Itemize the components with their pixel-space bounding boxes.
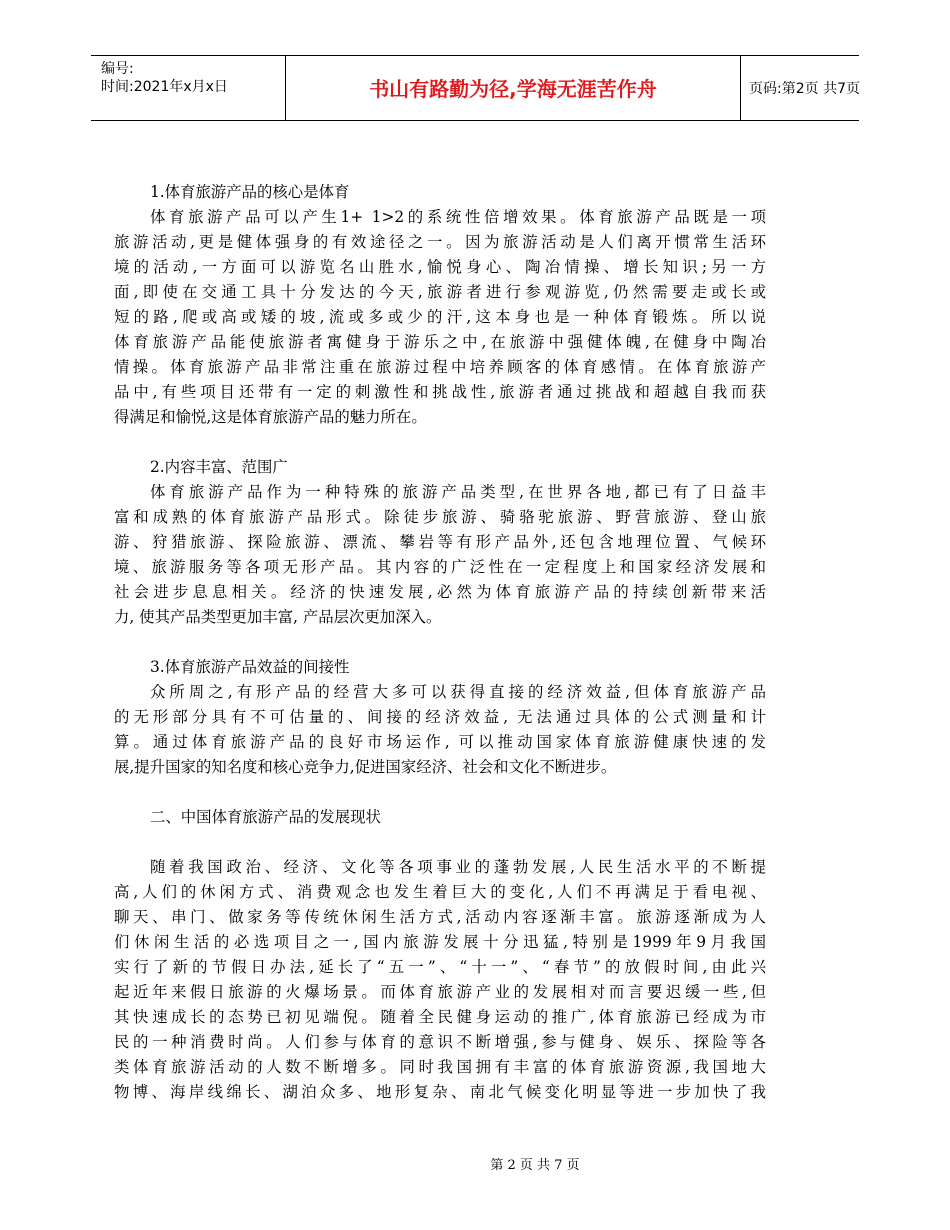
- section-4-heading: 二、中国体育旅游产品的发展现状: [150, 808, 381, 826]
- paragraph-line: 境、旅游服务等各项无形产品。其内容的广泛性在一定程度上和国家经济发展和: [114, 558, 766, 576]
- paragraph-line: 旅游活动,更是健体强身的有效途径之一。因为旅游活动是人们离开惯常生活环: [114, 233, 766, 251]
- paragraph-line: 品中,有些项目还带有一定的刺激性和挑战性,旅游者通过挑战和超越自我而获: [114, 383, 766, 401]
- paragraph-line: 得满足和愉悦,这是体育旅游产品的魅力所在。: [114, 408, 427, 426]
- document-body: [114, 180, 766, 1105]
- paragraph-line: 聊天、串门、做家务等传统休闲生活方式,活动内容逐渐丰富。旅游逐渐成为人: [114, 908, 766, 926]
- section-spacer: [114, 780, 766, 805]
- paragraph-line: 展,提升国家的知名度和核心竞争力,促进国家经济、社会和文化不断进步。: [114, 758, 617, 776]
- number-label: 编号:: [101, 61, 134, 77]
- paragraph-line: 的无形部分具有不可估量的、间接的经济效益, 无法通过具体的公式测量和计: [114, 708, 766, 726]
- paragraph-line: 情操。体育旅游产品非常注重在旅游过程中培养顾客的体育感情。在体育旅游产: [114, 358, 766, 376]
- page-header: [91, 55, 859, 121]
- paragraph-line: 游、狩猎旅游、探险旅游、漂流、攀岩等有形产品外,还包含地理位置、气候环: [114, 533, 766, 551]
- paragraph-line: 其快速成长的态势已初见端倪。随着全民健身运动的推广,体育旅游已经成为市: [114, 1008, 766, 1026]
- paragraph-line: 们休闲生活的必选项目之一,国内旅游发展十分迅猛,特别是1999年9月我国: [114, 933, 766, 951]
- header-motto-cell: [285, 56, 741, 120]
- paragraph-line: 实行了新的节假日办法,延长了“五一”、“十一”、“春节”的放假时间,由此兴: [114, 958, 766, 976]
- paragraph-line: 体育旅游产品可以产生1+ 1>2的系统性倍增效果。体育旅游产品既是一项: [150, 208, 766, 226]
- section-3-heading: 3.体育旅游产品效益的间接性: [150, 658, 350, 676]
- paragraph-line: 体育旅游产品能使旅游者寓健身于游乐之中,在旅游中强健体魄,在健身中陶冶: [114, 333, 766, 351]
- paragraph-line: 民的一种消费时尚。人们参与体育的意识不断增强,参与健身、娱乐、探险等各: [114, 1033, 766, 1051]
- paragraph-line: 短的路,爬或高或矮的坡,流或多或少的汗,这本身也是一种体育锻炼。所以说: [114, 308, 766, 326]
- header-meta: [91, 56, 285, 120]
- paragraph-line: 富和成熟的体育旅游产品形式。除徒步旅游、骑骆驼旅游、野营旅游、登山旅: [114, 508, 766, 526]
- section-spacer: [114, 430, 766, 455]
- page-code: 页码:第2页 共7页: [749, 81, 860, 97]
- section-2-heading: 2.内容丰富、范围广: [150, 458, 288, 476]
- motto: 书山有路勤为径,学海无涯苦作舟: [369, 77, 657, 101]
- paragraph-line: 体育旅游产品作为一种特殊的旅游产品类型,在世界各地,都已有了日益丰: [150, 483, 766, 501]
- paragraph-line: 物博、海岸线绵长、湖泊众多、地形复杂、南北气候变化明显等进一步加快了我: [114, 1083, 766, 1101]
- section-spacer: [114, 630, 766, 655]
- paragraph-line: 起近年来假日旅游的火爆场景。而体育旅游产业的发展相对而言要迟缓一些,但: [114, 983, 766, 1001]
- paragraph-line: 境的活动,一方面可以游览名山胜水,愉悦身心、陶冶情操、增长知识;另一方: [114, 258, 766, 276]
- section-1-heading: 1.体育旅游产品的核心是体育: [150, 183, 350, 201]
- paragraph-line: 类体育旅游活动的人数不断增多。同时我国拥有丰富的体育旅游资源,我国地大: [114, 1058, 766, 1076]
- paragraph-line: 算。通过体育旅游产品的良好市场运作, 可以推动国家体育旅游健康快速的发: [114, 733, 766, 751]
- paragraph-line: 众所周之,有形产品的经营大多可以获得直接的经济效益,但体育旅游产品: [150, 683, 766, 701]
- paragraph-line: 面,即使在交通工具十分发达的今天,旅游者进行参观游览,仍然需要走或长或: [114, 283, 766, 301]
- page-footer: 第 2 页 共 7 页: [490, 1158, 580, 1173]
- paragraph-line: 力, 使其产品类型更加丰富, 产品层次更加深入。: [114, 608, 442, 626]
- paragraph-line: 随着我国政治、经济、文化等各项事业的蓬勃发展,人民生活水平的不断提: [150, 858, 766, 876]
- time-label: 时间:2021年x月x日: [101, 79, 228, 95]
- section-spacer: [114, 830, 766, 855]
- paragraph-line: 高,人们的休闲方式、消费观念也发生着巨大的变化,人们不再满足于看电视、: [114, 883, 766, 901]
- header-page-cell: [741, 56, 859, 120]
- paragraph-line: 社会进步息息相关。经济的快速发展,必然为体育旅游产品的持续创新带来活: [114, 583, 766, 601]
